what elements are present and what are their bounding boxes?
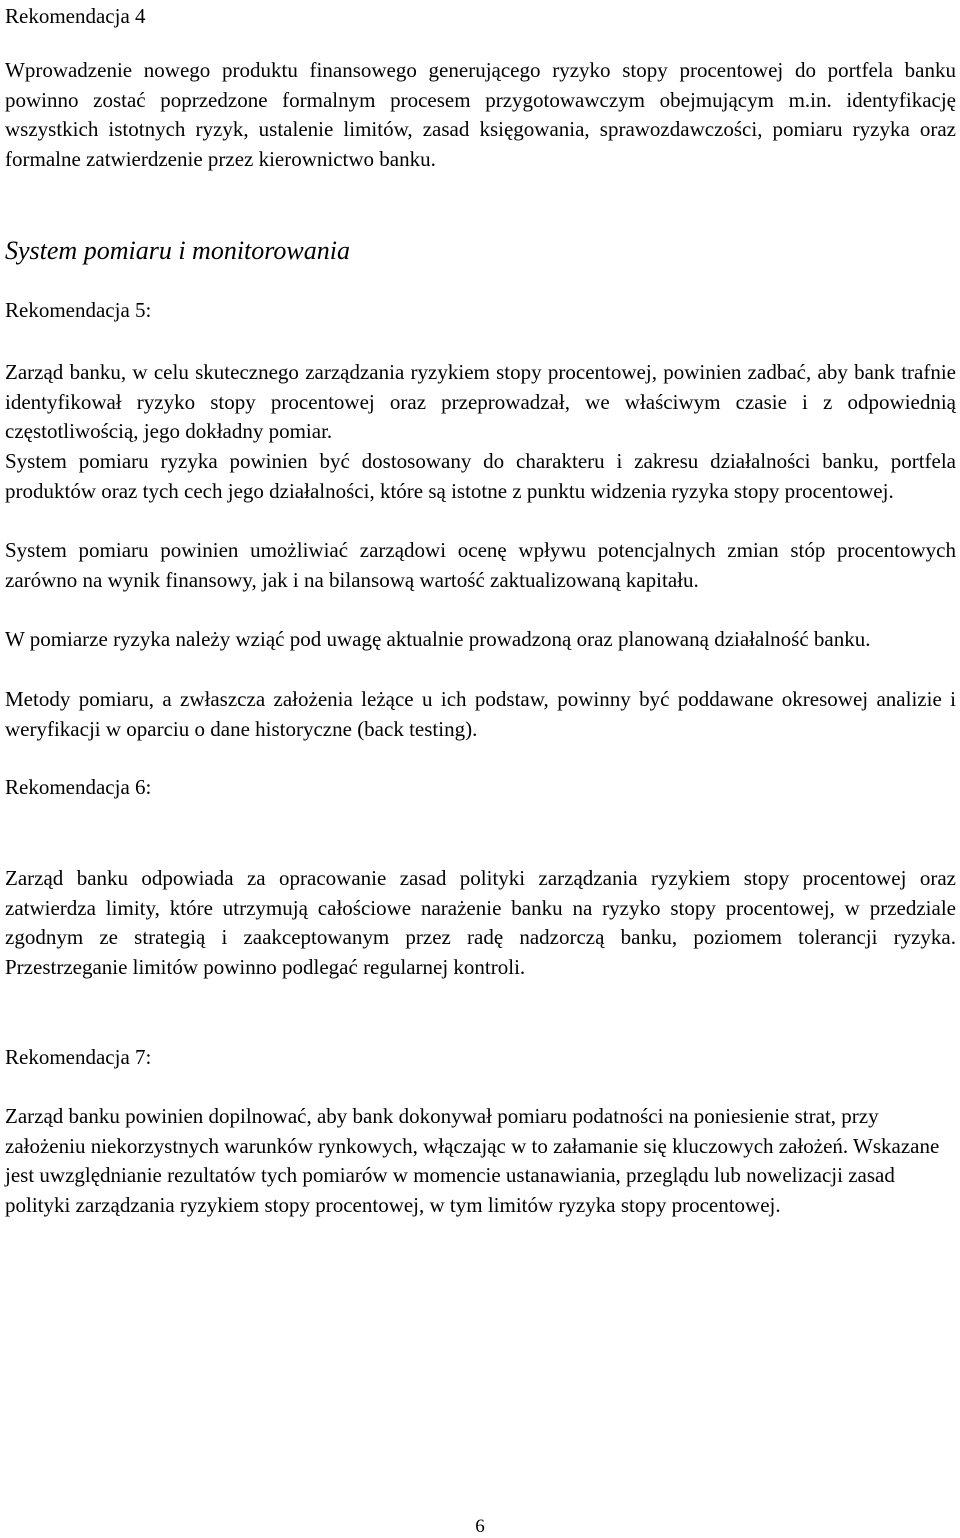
recommendation-6-heading: Rekomendacja 6:	[5, 775, 152, 799]
recommendation-4-heading: Rekomendacja 4	[5, 4, 146, 28]
recommendation-6-text: Zarząd banku odpowiada za opracowanie zasad polityki zarządzania ryzykiem stopy procentowej oraz zatwierdza limity, które utrzymują całościowe narażenie banku na ryzyko stopy procentowej, w przedziale zgodnym ze strategią i zaakceptowanym przez radę nadzorczą banku, poziomem tolerancji ryzyka. Przestrzeganie limitów powinno podlegać regularnej kontroli.	[5, 866, 956, 979]
section-title: System pomiaru i monitorowania	[5, 236, 350, 265]
recommendation-5-paragraph-3: System pomiaru powinien umożliwiać zarządowi ocenę wpływu potencjalnych zmian stóp procentowych zarówno na wynik finansowy, jak i na bilansową wartość zaktualizowaną kapitału.	[5, 538, 956, 592]
recommendation-5-paragraph-5: Metody pomiaru, a zwłaszcza założenia leżące u ich podstaw, powinny być poddawane okresowej analizie i weryfikacji w oparciu o dane historyczne (back testing).	[5, 687, 956, 741]
recommendation-7-heading: Rekomendacja 7:	[5, 1045, 152, 1069]
page-number: 6	[475, 1516, 485, 1537]
recommendation-5-paragraph-2: System pomiaru ryzyka powinien być dostosowany do charakteru i zakresu działalności banku, portfela produktów oraz tych cech jego działalności, które są istotne z punktu widzenia ryzyka stopy procentowej.	[5, 449, 956, 503]
recommendation-5-paragraph-1: Zarząd banku, w celu skutecznego zarządzania ryzykiem stopy procentowej, powinien zadbać, aby bank trafnie identyfikował ryzyko stopy procentowej oraz przeprowadzał, we właściwym czasie i z odpowiednią częstotliwością, jego dokładny pomiar.	[5, 360, 956, 443]
recommendation-4-text: Wprowadzenie nowego produktu finansowego generującego ryzyko stopy procentowej do portfela banku powinno zostać poprzedzone formalnym procesem przygotowawczym obejmującym m.in. identyfikację wszystkich istotnych ryzyk, ustalenie limitów, zasad księgowania, sprawozdawczości, pomiaru ryzyka oraz formalne zatwierdzenie przez kierownictwo banku.	[5, 58, 956, 171]
recommendation-5-heading: Rekomendacja 5:	[5, 298, 152, 322]
recommendation-5-paragraph-4: W pomiarze ryzyka należy wziąć pod uwagę aktualnie prowadzoną oraz planowaną działalność banku.	[5, 627, 871, 651]
recommendation-7-text: Zarząd banku powinien dopilnować, aby bank dokonywał pomiaru podatności na poniesienie strat, przy założeniu niekorzystnych warunków rynkowych, włączając w to załamanie się kluczowych założeń. Wskazane jest uwzględnianie rezultatów tych pomiarów w momencie ustanawiania, przeglądu lub nowelizacji zasad polityki zarządzania ryzykiem stopy procentowej, w tym limitów ryzyka stopy procentowej.	[5, 1104, 940, 1217]
